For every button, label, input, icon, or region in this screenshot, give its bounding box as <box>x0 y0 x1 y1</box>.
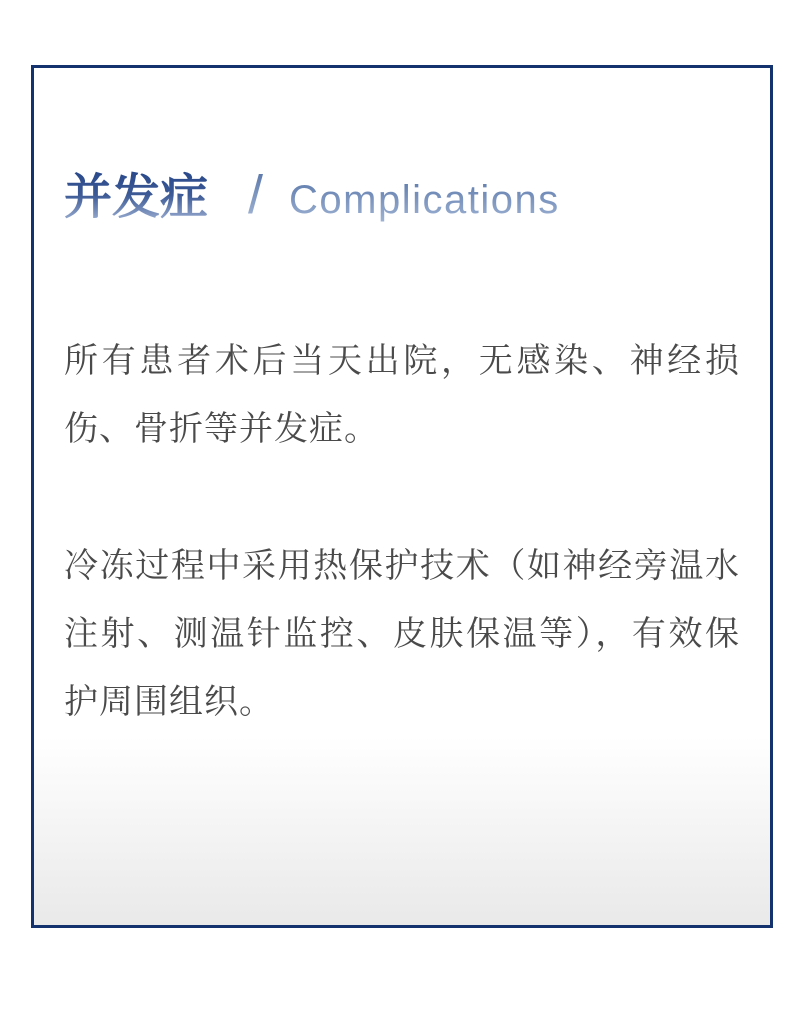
section-title-english: Complications <box>289 170 560 230</box>
paragraph-thermal-protection: 冷冻过程中采用热保护技术（如神经旁温水注射、测温针监控、皮肤保温等），有效保护周围组织。 <box>64 547 740 721</box>
section-header <box>64 165 740 225</box>
complications-card <box>31 65 773 928</box>
title-divider-slash: / <box>248 165 264 225</box>
paragraph-no-complications: 所有患者术后当天出院，无感染、神经损伤、骨折等并发症。 <box>64 342 740 448</box>
section-title-chinese: 并发症 <box>64 168 208 228</box>
